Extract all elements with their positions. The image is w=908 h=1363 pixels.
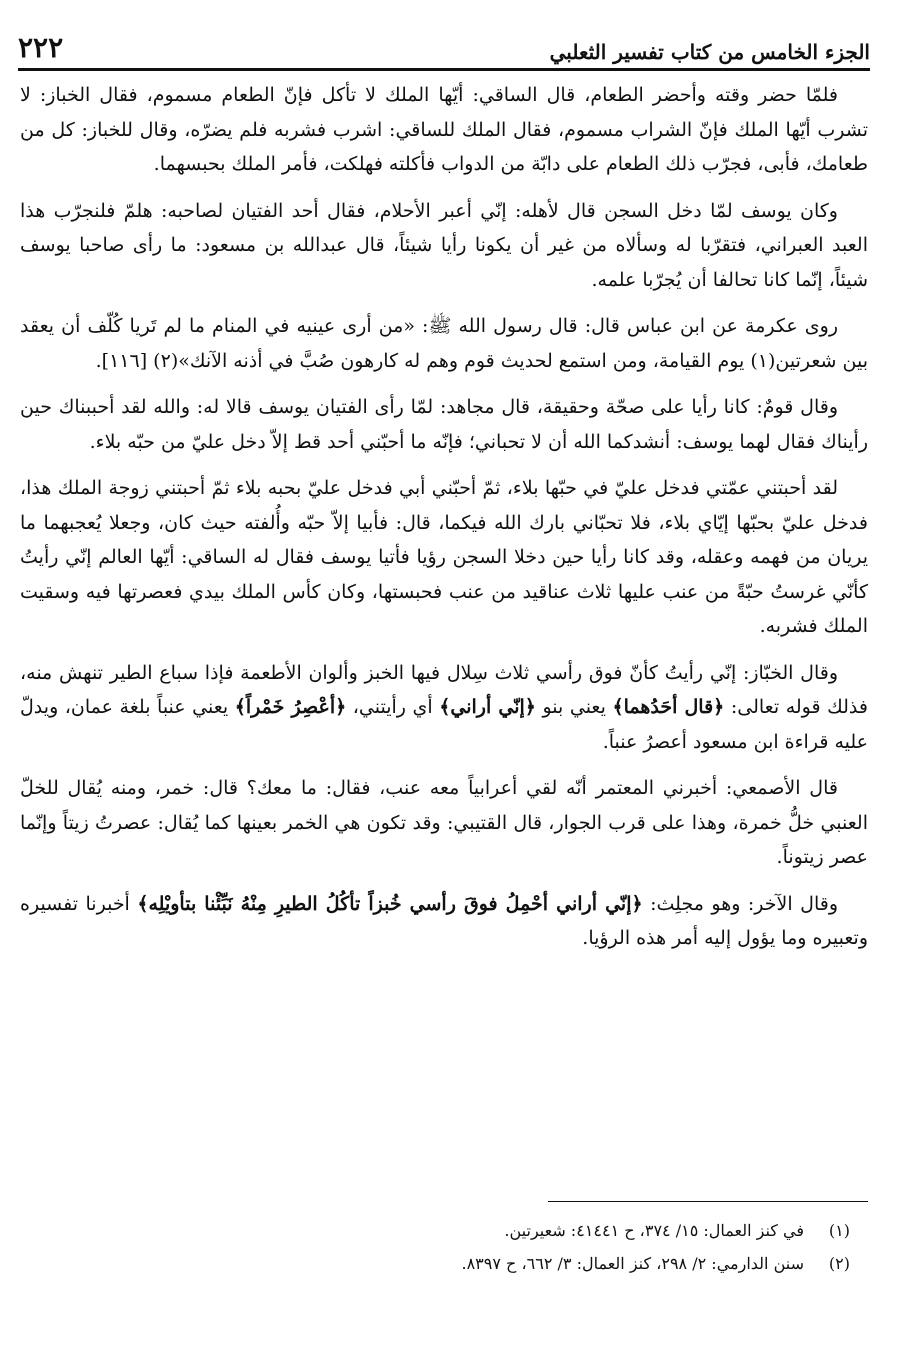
- quran-quote: ﴿إنّي أراني﴾: [439, 696, 536, 718]
- paragraph: [20, 309, 868, 378]
- footnote: [60, 1247, 850, 1280]
- page-number: ٢٢٢: [18, 31, 64, 64]
- paragraph: [20, 471, 868, 644]
- text-run: أخبرنا تفسيره وتعبيره وما يؤول إليه أمر هذه الرؤيا.: [20, 892, 868, 949]
- quran-quote: ﴿إنّي أراني أحْمِلُ فوقَ رأسي خُبزاً تأكُلُ الطيرِ مِنْهُ نَبِّئْنا بتأويْلِه﴾: [137, 892, 643, 915]
- footnote: [60, 1214, 850, 1247]
- body-text: [20, 78, 868, 968]
- text-run: قال الأصمعي: أخبرني المعتمر أنّه لقي أعرابياً معه عنب، فقال: ما معك؟ قال: خمر، ومنه يُقال للخلّ العنبي خلُّ خمرة، وهذا على قرب الجوار، قال القتيبي: وقد تكون هي الخمر بعينها كما يُقال: عصرتُ زيتاً وإنّما عصر زيتوناً.: [20, 777, 868, 868]
- text-run: وكان يوسف لمّا دخل السجن قال لأهله: إنّي أعبر الأحلام، فقال أحد الفتيان لصاحبه: هلمّ فلنجرّب هذا العبد العبراني، فتقرّبا له وسألاه من غير أن يكونا رأيا شيئاً، قال عبدالله بن مسعود: ما رأى صاحبا يوسف شيئاً، إنّما كانا تحالفا أن يُجرّبا علمه.: [20, 199, 868, 291]
- text-run: روى عكرمة عن ابن عباس قال: قال رسول الله ﷺ: «من أرى عينيه في المنام ما لم تَريا كُلّف أن يعقد بين شعرتين(١) يوم القيامة، ومن استمع لحديث قوم وهم له كارهون صُبَّ في أذنه الآنك»(٢) [١١٦].: [20, 315, 868, 372]
- footnotes: [60, 1214, 850, 1280]
- text-run: أي رأيتني،: [346, 696, 440, 718]
- text-run: يعني بنو: [535, 696, 613, 718]
- paragraph: [20, 78, 868, 182]
- quran-quote: ﴿قال أحَدُهما﴾: [612, 696, 725, 718]
- text-run: لقد أحبتني عمّتي فدخل عليّ في حبّها بلاء، ثمّ أحبّني أبي فدخل عليّ بحبه بلاء ثمّ أحبتني زوجة الملك هذا، فدخل عليّ بحبّها إيّاي بلاء، فلا تحبّاني بارك الله فيكما، قال: فأبيا إلاّ حبّه وأُلفته حيث كان، وجعلا يُعجبهما ما يريان من فهمه وعقله، وقد كانا رأيا حين دخلا السجن رؤيا فأتيا يوسف فقال له الساقي: أيّها العالم إنّي رأيتُ كأنّي غرستُ حبّةً من عنب عليها ثلاث عناقيد من عنب فحبستها، وكان كأس الملك بيدي فعصرتها فيه وسقيت الملك فشربه.: [20, 477, 869, 637]
- footnote-number: (١): [828, 1221, 850, 1240]
- text-run: فلمّا حضر وقته وأحضر الطعام، قال الساقي: أيّها الملك لا تأكل فإنّ الطعام مسموم، فقال الخباز: لا تشرب أيّها الملك فإنّ الشراب مسموم، فقال الملك للساقي: اشرب فشربه فلم يضرّه، وقال للخباز: كل من طعامك، فأبى، فجرّب ذلك الطعام على دابّة من الدواب فأكلته فهلكت، فأمر الملك بحبسهما.: [20, 84, 868, 175]
- paragraph: [20, 390, 868, 459]
- text-run: وقال الآخر: وهو مجلِث:: [642, 892, 838, 915]
- text-run: يعني عنباً بلغة عمان، ويدلّ عليه قراءة ابن مسعود أعصرُ عنباً.: [20, 696, 868, 753]
- footnote-text: في كنز العمال: ١٥/ ٣٧٤، ح ٤١٤٤١: شعيرتين.: [504, 1221, 804, 1240]
- running-title: الجزء الخامس من كتاب تفسير الثعلبي: [549, 40, 870, 64]
- text-run: وقال الخبّاز: إنّي رأيتُ كأنّ فوق رأسي ثلاث سِلال فيها الخبز وألوان الأطعمة فإذا سباع الطير تنهش منه، فذلك قوله تعالى:: [20, 661, 868, 718]
- footnote-divider: [548, 1201, 868, 1202]
- paragraph: [20, 771, 868, 875]
- footnote-text: سنن الدارمي: ٢/ ٢٩٨، كنز العمال: ٣/ ٦٦٢، ح ٨٣٩٧.: [461, 1254, 804, 1273]
- quran-quote: ﴿أعْصِرُ خَمْراً﴾: [234, 696, 347, 718]
- text-run: وقال قومٌ: كانا رأيا على صحّة وحقيقة، قال مجاهد: لمّا رأى الفتيان يوسف قالا له: والله لقد أحببناك حين رأيناك فقال لهما يوسف: أنشدكما الله أن لا تحباني؛ فإنّه ما أحبّني أحد قط إلاّ دخل عليّ من حبّه بلاء.: [20, 396, 868, 453]
- footnote-number: (٢): [828, 1254, 850, 1273]
- paragraph: [20, 656, 868, 760]
- paragraph: [20, 194, 868, 298]
- page-header: [18, 14, 870, 71]
- paragraph: [20, 887, 868, 956]
